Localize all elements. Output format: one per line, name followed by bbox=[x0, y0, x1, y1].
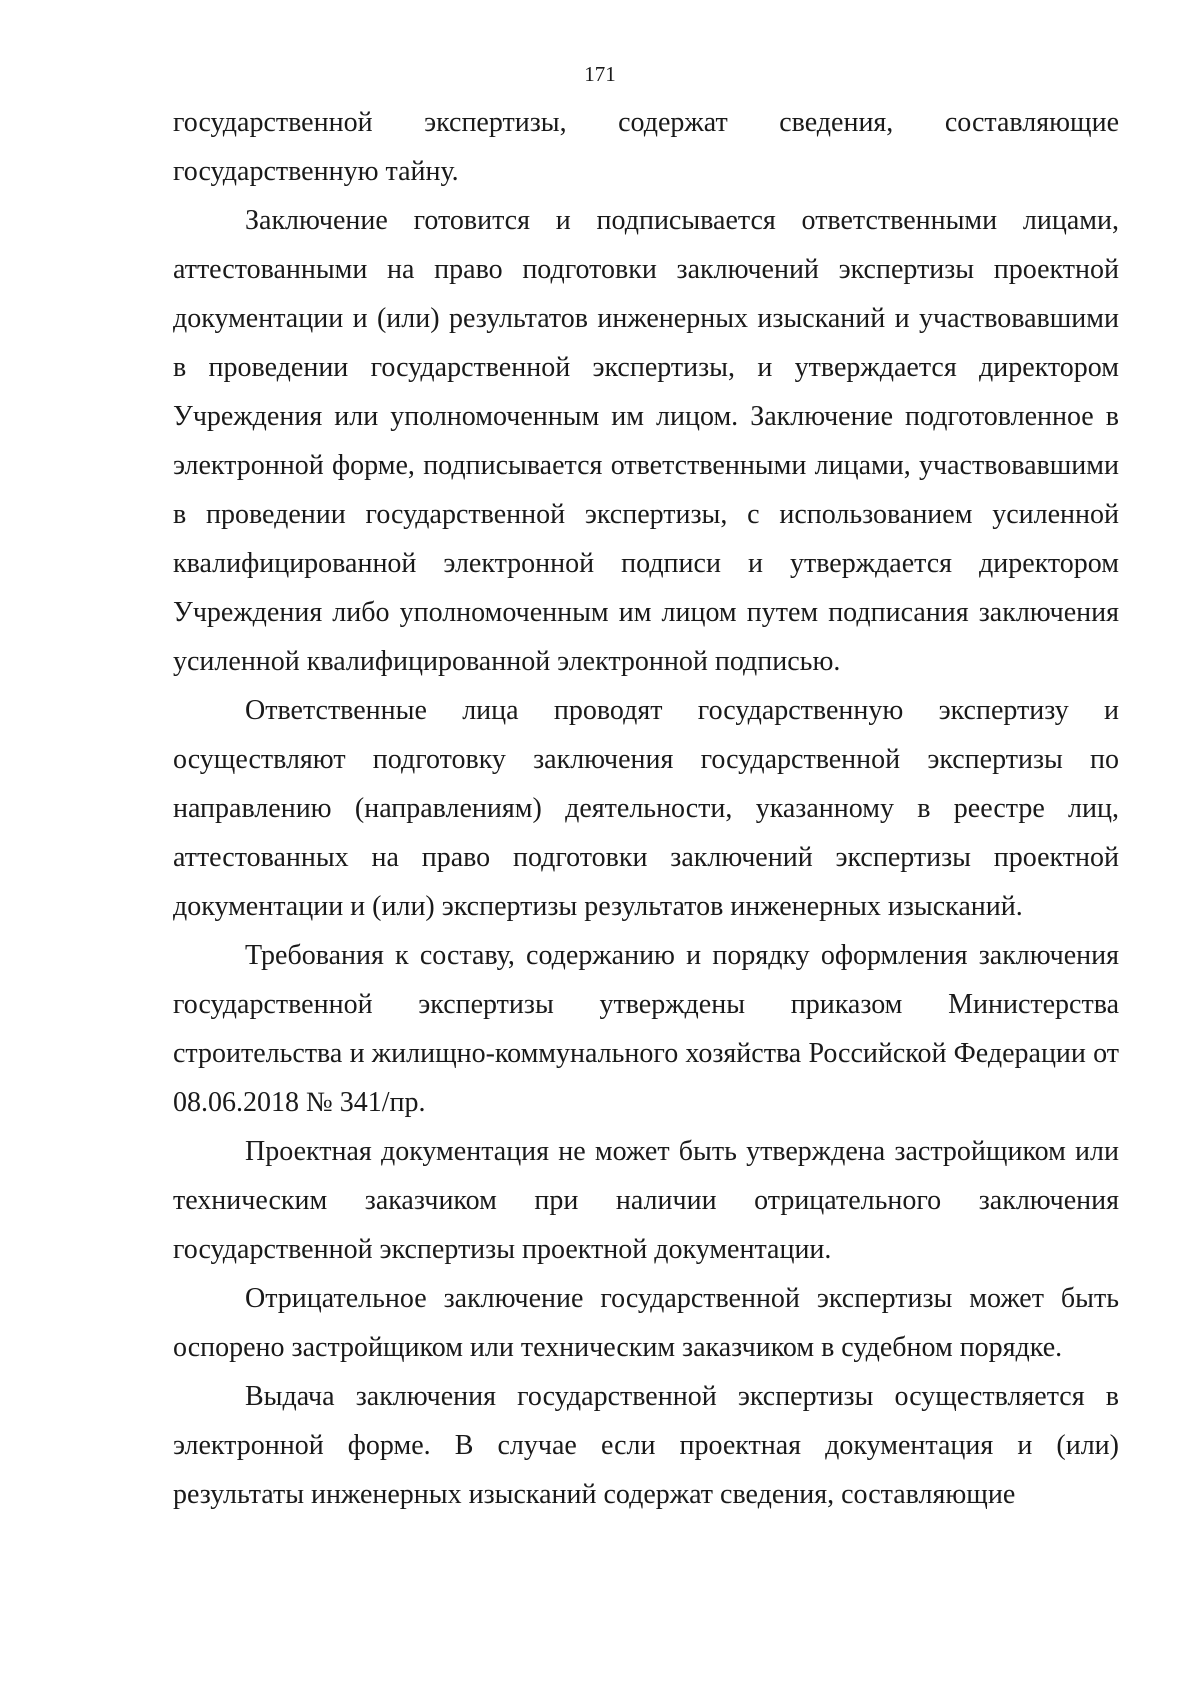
page-number: 171 bbox=[584, 62, 616, 86]
document-body bbox=[173, 98, 1119, 1519]
paragraph-issuance: Выдача заключения государственной экспертизы осуществляется в электронной форме. В случае если проектная документация и (или) результаты инженерных изысканий содержат сведения, составляющие bbox=[173, 1381, 1119, 1510]
paragraph-requirements: Требования к составу, содержанию и порядку оформления заключения государственной экспертизы утверждены приказом Министерства строительства и жилищно-коммунального хозяйства Российской Федерации от 08.06.2018 № 341/пр. bbox=[173, 940, 1119, 1118]
paragraph-continuation: государственной экспертизы, содержат сведения, составляющие государственную тайну. bbox=[173, 107, 1119, 187]
paragraph-conclusion-signing: Заключение готовится и подписывается ответственными лицами, аттестованными на право подготовки заключений экспертизы проектной документации и (или) результатов инженерных изысканий и участвовавшими в проведении государственной экспертизы, и утверждается директором Учреждения или уполномоченным им лицом. Заключение подготовленное в электронной форме, подписывается ответственными лицами, участвовавшими в проведении государственной экспертизы, с использованием усиленной квалифицированной электронной подписи и утверждается директором Учреждения либо уполномоченным им лицом путем подписания заключения усиленной квалифицированной электронной подписью. bbox=[173, 205, 1119, 677]
paragraph-negative-conclusion: Отрицательное заключение государственной экспертизы может быть оспорено застройщиком или техническим заказчиком в судебном порядке. bbox=[173, 1283, 1119, 1363]
paragraph-responsible-persons: Ответственные лица проводят государственную экспертизу и осуществляют подготовку заключения государственной экспертизы по направлению (направлениям) деятельности, указанному в реестре лиц, аттестованных на право подготовки заключений экспертизы проектной документации и (или) экспертизы результатов инженерных изысканий. bbox=[173, 695, 1119, 922]
paragraph-approval-restriction: Проектная документация не может быть утверждена застройщиком или техническим заказчиком при наличии отрицательного заключения государственной экспертизы проектной документации. bbox=[173, 1136, 1119, 1265]
